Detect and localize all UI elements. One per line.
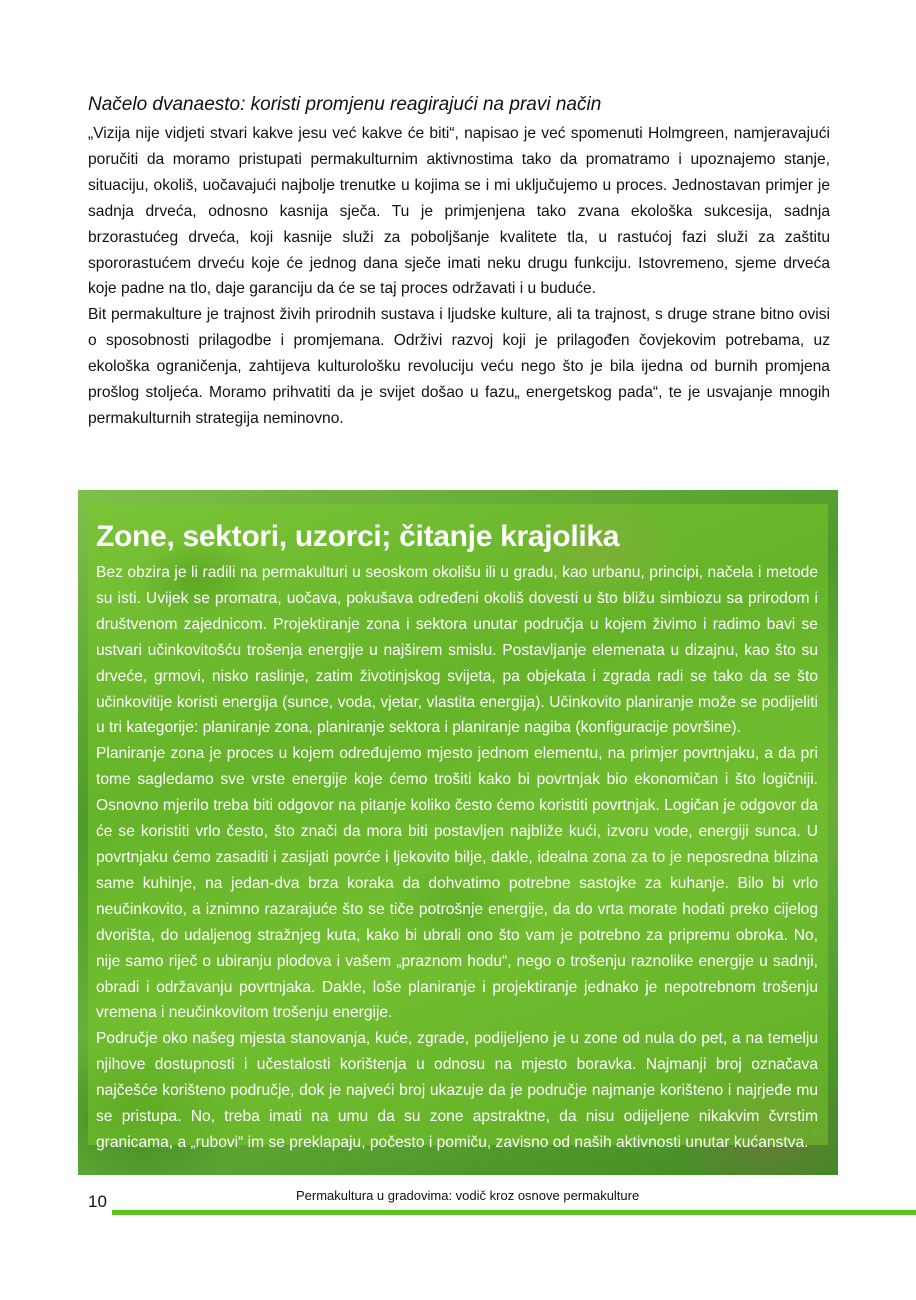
footer-title: Permakultura u gradovima: vodič kroz osnove permakulture xyxy=(296,1188,640,1203)
paragraph: Planiranje zona je proces u kojem određujemo mjesto jednom elementu, na primjer povrtnjaku, a da pri tome sagledamo sve vrste energije koje ćemo trošiti kako bi povrtnjak bio ekonomičan i što logičniji. Osnovno mjerilo treba biti odgovor na pitanje koliko često ćemo koristiti povrtnjak. Logičan je odgovor da će se koristiti vrlo često, što znači da mora biti postavljen najbliže kući, izvoru vode, energiji sunca. U povrtnjaku ćemo zasaditi i zasijati povrće i ljekovito bilje, dakle, idealna zona za to je neposredna blizina same kuhinje, na jedan-dva brza koraka da dohvatimo potrebne sastojke za kuhanje. Bilo bi vrlo neučinkovito, a iznimno razarajuće što se tiče potrošnje energije, da do vrta morate hodati preko cijelog dvorišta, do udaljenog stražnjeg kuta, kako bi ubrali ono što vam je potrebno za pripremu obroka. No, nije samo riječ o ubiranju plodova i vašem „praznom hodu“, nego o trošenju raznolike energije u sadnji, obradi i održavanju povrtnjaka. Dakle, loše planiranje i projektiranje jednako je nepotrebnom trošenju vremena i neučinkovitom trošenju energije. xyxy=(96,745,818,1022)
zones-box xyxy=(78,490,838,1175)
section-heading: Načelo dvanaesto: koristi promjenu reagirajući na pravi način xyxy=(88,94,602,115)
paragraph: Bez obzira je li radili na permakulturi u seoskom okolišu ili u gradu, kao urbanu, principi, načela i metode su isti. Uvijek se promatra, uočava, pokušava određeni okoliš dovesti u što bližu simbiozu sa prirodom i društvenom zajednicom. Projektiranje zona i sektora unutar područja u kojem živimo i radimo bavi se ustvari učinkovitošću trošenja energije u najširem smislu. Postavljanje elemenata u dizajnu, kao što su drveće, grmovi, nisko raslinje, zatim životinjskog svijeta, pa objekata i zgrada radi se tako da se što učinkovitije koristi energija (sunce, voda, vjetar, vlastita energija). Učinkovito planiranje može se podijeliti u tri kategorije: planiranje zona, planiranje sektora i planiranje nagiba (konfiguracije površine). xyxy=(96,564,818,737)
zones-body xyxy=(96,560,818,1156)
paragraph: „Vizija nije vidjeti stvari kakve jesu već kakve će biti“, napisao je već spomenuti Holmgreen, namjeravajući poručiti da moramo pristupati permakulturnim aktivnostima tako da promatramo i upoznajemo stanje, situaciju, okoliš, uočavajući najbolje trenutke u kojima se i mi uključujemo u proces. Jednostavan primjer je sadnja drveća, odnosno kasnija sječa. Tu je primjenjena tako zvana ekološka sukcesija, sadnja brzorastućeg drveća, koji kasnije služi za poboljšanje kvalitete tla, u rastućoj fazi služi za zaštitu spororastućem drveću koje će jednog dana sječe imati neku drugu funkciju. Istovremeno, sjeme drveća koje padne na tlo, daje garanciju da će se taj proces održavati i u buduće. xyxy=(88,125,830,298)
paragraph: Područje oko našeg mjesta stanovanja, kuće, zgrade, podijeljeno je u zone od nula do pet, a na temelju njihove dostupnosti i učestalosti korištenja u odnosu na mjesto boravka. Najmanji broj označava najčešće korišteno područje, dok je najveći broj ukazuje da je područje najmanje korišteno i najrjeđe mu se pristupa. No, treba imati na umu da su zone apstraktne, da nisu odijeljene nikakvim čvrstim granicama, a „rubovi“ im se preklapaju, počesto i pomiču, zavisno od naših aktivnosti unutar kućanstva. xyxy=(96,1030,818,1151)
page-number: 10 xyxy=(88,1192,107,1211)
footer-divider xyxy=(112,1210,916,1215)
paragraph: Bit permakulture je trajnost živih prirodnih sustava i ljudske kulture, ali ta trajnost, s druge strane bitno ovisi o sposobnosti prilagodbe i promjemana. Održivi razvoj koji je prilagođen čovjekovim potrebama, uz ekološka ograničenja, zahtijeva kulturološku revoluciju veću nego što je bila ijedna od burnih promjena prošlog stoljeća. Moramo prihvatiti da je svijet došao u fazu„ energetskog pada“, te je usvajanje mnogih permakulturnih strategija neminovno. xyxy=(88,306,830,427)
section-body xyxy=(88,121,830,432)
zones-title: Zone, sektori, uzorci; čitanje krajolika xyxy=(96,520,620,553)
